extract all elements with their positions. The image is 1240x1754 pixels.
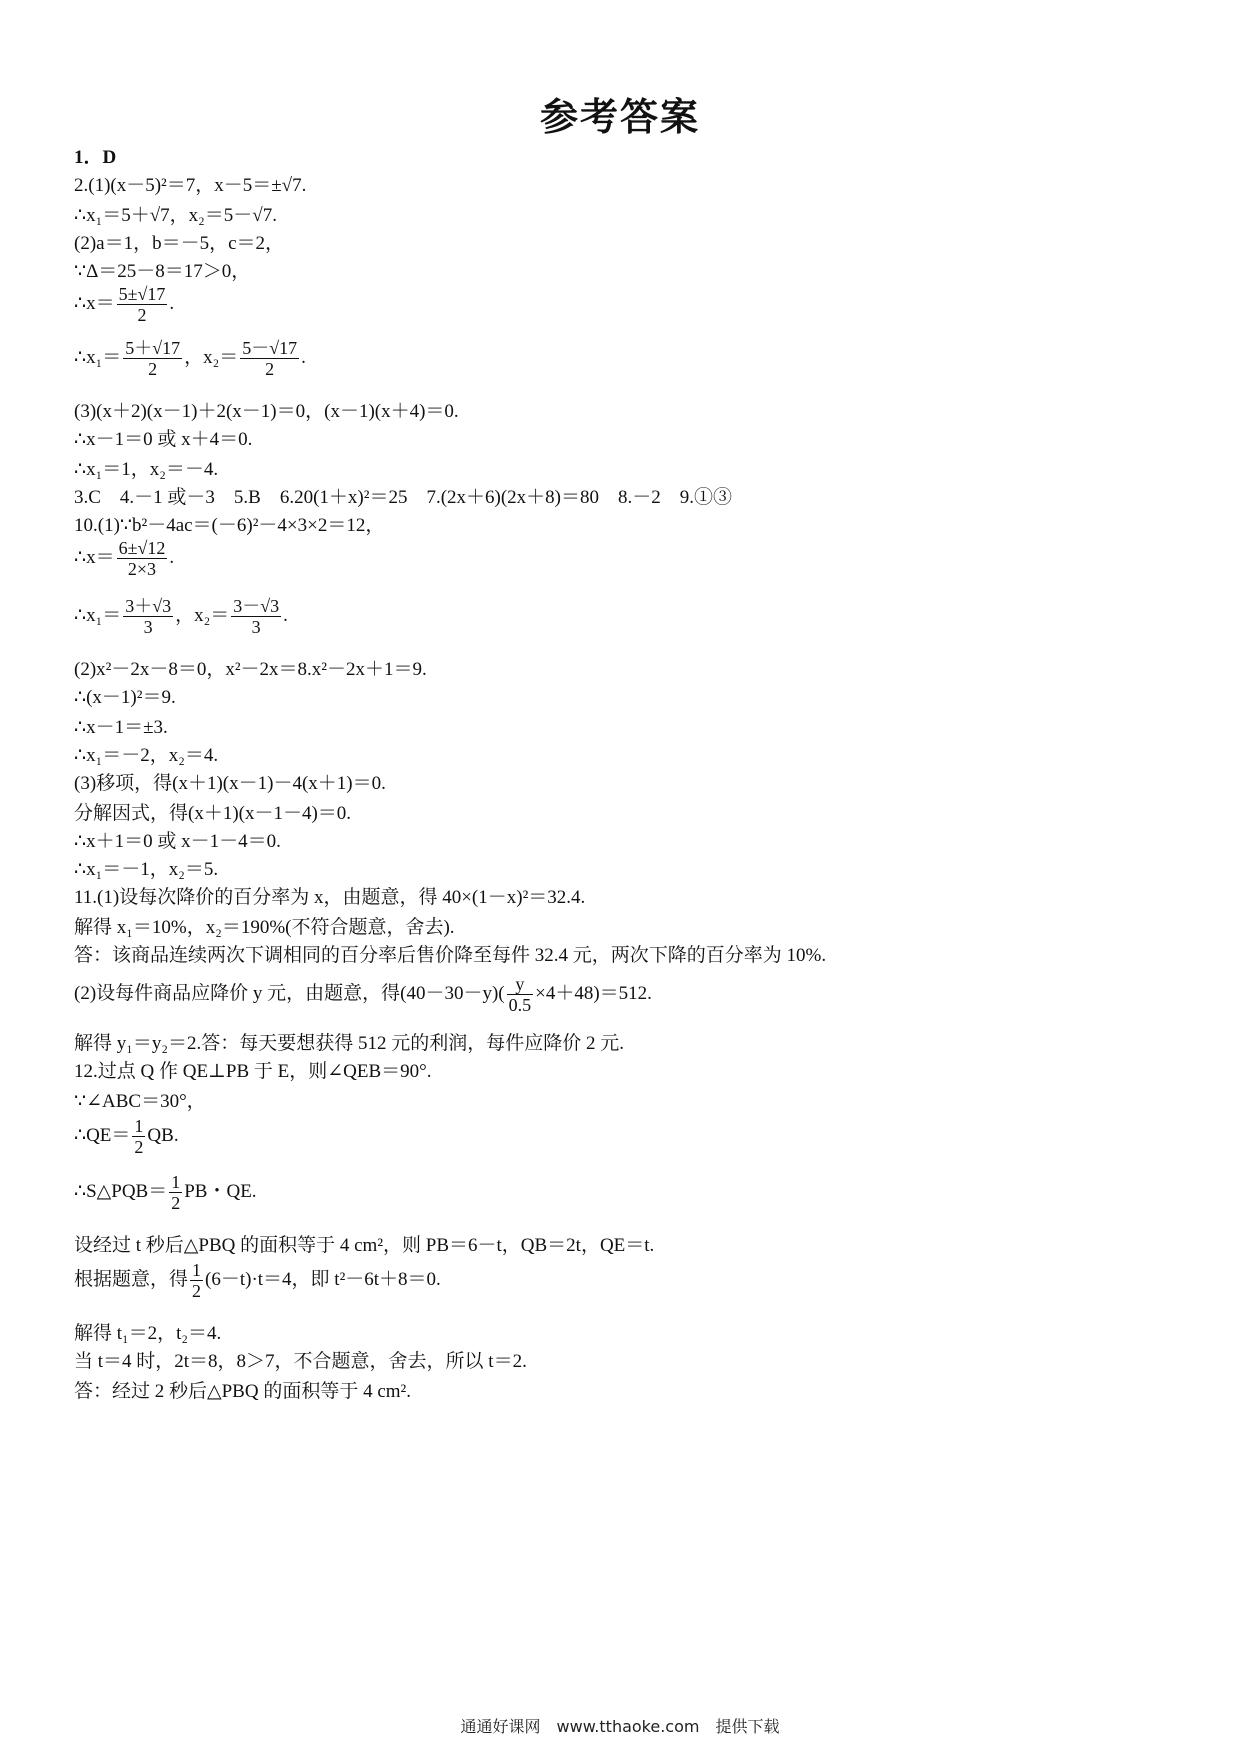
page-title: 参考答案 <box>539 95 700 139</box>
denominator: 0.5 <box>508 995 532 1015</box>
denominator: 2 <box>148 359 158 379</box>
answer-10-line-1: 10.(1)∵b²－4ac＝(－6)²－4×3×2＝12， <box>74 515 385 536</box>
answer-2-line-8: ∴x－1＝0 或 x＋4＝0. <box>74 429 253 450</box>
fraction <box>240 338 299 379</box>
formula-suffix: . <box>169 546 175 568</box>
answer-2-line-3: (2)a＝1，b＝－5，c＝2， <box>74 233 285 254</box>
numerator: 3＋√3 <box>125 596 172 616</box>
formula-suffix: . <box>301 346 306 368</box>
answer-11-line-2: 解得 x₁＝10%，x₂＝190%(不符合题意，舍去). <box>74 917 455 938</box>
formula-suffix: QB. <box>147 1124 179 1146</box>
answer-10-line-6: ∴x－1＝±3. <box>74 717 168 738</box>
answer-12-line-2: ∵∠ABC＝30°， <box>74 1091 206 1112</box>
answer-12-line-7: 解得 t₁＝2，t₂＝4. <box>74 1323 222 1344</box>
formula-suffix: (6－t)·t＝4，即 t²－6t＋8＝0. <box>205 1268 441 1290</box>
fraction <box>231 596 281 637</box>
fraction <box>507 974 534 1015</box>
answer-2-formula-x <box>74 284 174 325</box>
denominator: 2 <box>265 359 275 379</box>
answer-12-line-8: 当 t＝4 时，2t＝8，8＞7，不合题意，舍去，所以 t＝2. <box>74 1351 527 1372</box>
answer-2-line-4: ∵Δ＝25－8＝17＞0， <box>74 261 251 282</box>
answer-2-line-7: (3)(x＋2)(x－1)＋2(x－1)＝0，(x－1)(x＋4)＝0. <box>74 401 459 422</box>
denominator: 2 <box>137 305 147 325</box>
formula-suffix: . <box>283 604 288 626</box>
answer-11-line-1: 11.(1)设每次降价的百分率为 x，由题意，得 40×(1－x)²＝32.4. <box>74 887 586 908</box>
answer-10-formula-x <box>74 538 174 579</box>
answer-12-line-6 <box>74 1260 441 1301</box>
formula-suffix: . <box>169 292 175 314</box>
numerator: 5＋√17 <box>125 338 181 358</box>
fraction <box>190 1260 203 1301</box>
answer-11-line-3: 答：该商品连续两次下调相同的百分率后售价降至每件 32.4 元，两次下降的百分率为 10%. <box>74 945 827 966</box>
formula-prefix: ∴x＝ <box>74 546 115 568</box>
denominator: 2×3 <box>127 559 157 579</box>
formula-mid: ，x₂＝ <box>184 346 239 368</box>
answer-2-line-1: 2.(1)(x－5)²＝7，x－5＝±√7. <box>74 175 307 196</box>
formula-suffix: PB・QE. <box>184 1180 257 1202</box>
numerator: 1 <box>192 1260 202 1280</box>
answer-10-line-8: (3)移项，得(x＋1)(x－1)－4(x＋1)＝0. <box>74 773 386 794</box>
answer-10-line-7: ∴x₁＝－2，x₂＝4. <box>74 745 219 766</box>
answer-10-roots <box>74 596 288 637</box>
numerator: 6±√12 <box>118 538 166 558</box>
numerator: 1 <box>134 1116 144 1136</box>
fraction <box>132 1116 145 1157</box>
fraction <box>117 284 168 325</box>
fraction <box>123 596 173 637</box>
formula-suffix: ×4＋48)＝512. <box>535 982 652 1004</box>
denominator: 3 <box>143 617 153 637</box>
formula-prefix: (2)设每件商品应降价 y 元，由题意，得(40－30－y)( <box>74 982 505 1004</box>
answer-11-line-5: 解得 y₁＝y₂＝2.答：每天要想获得 512 元的利润，每件应降价 2 元. <box>74 1033 624 1054</box>
answer-10-line-10: ∴x＋1＝0 或 x－1－4＝0. <box>74 831 281 852</box>
footer-credit: 通通好课网 www.tthaoke.com 提供下载 <box>460 1717 780 1736</box>
answer-12-line-9: 答：经过 2 秒后△PBQ 的面积等于 4 cm². <box>74 1381 411 1402</box>
fraction <box>169 1172 182 1213</box>
answer-12-line-3 <box>74 1116 179 1157</box>
numerator: 5±√17 <box>118 284 166 304</box>
answer-10-line-4: (2)x²－2x－8＝0，x²－2x＝8.x²－2x＋1＝9. <box>74 659 427 680</box>
answer-10-line-5: ∴(x－1)²＝9. <box>74 687 176 708</box>
fraction <box>117 538 168 579</box>
numerator: y <box>507 974 534 995</box>
denominator: 2 <box>192 1281 202 1301</box>
formula-prefix: ∴S△PQB＝ <box>74 1180 168 1202</box>
formula-mid: ，x₂＝ <box>175 604 230 626</box>
fraction <box>123 338 182 379</box>
answer-2-line-9: ∴x₁＝1，x₂＝－4. <box>74 459 219 480</box>
numerator: 5－√17 <box>242 338 298 358</box>
answer-1: 1．D <box>74 147 117 168</box>
answer-12-line-4 <box>74 1172 257 1213</box>
answer-2-line-2: ∴x₁＝5＋√7，x₂＝5－√7. <box>74 205 277 226</box>
answer-10-line-9: 分解因式，得(x＋1)(x－1－4)＝0. <box>74 803 352 824</box>
formula-prefix: ∴x＝ <box>74 292 115 314</box>
numerator: 3－√3 <box>233 596 280 616</box>
formula-prefix: ∴x₁＝ <box>74 604 122 626</box>
answer-10-line-11: ∴x₁＝－1，x₂＝5. <box>74 859 219 880</box>
answer-2-roots <box>74 338 306 379</box>
denominator: 3 <box>251 617 261 637</box>
answer-12-line-5: 设经过 t 秒后△PBQ 的面积等于 4 cm²，则 PB＝6－t，QB＝2t，QE＝t. <box>74 1235 655 1256</box>
answer-11-line-4 <box>74 974 652 1015</box>
numerator: 1 <box>171 1172 181 1192</box>
formula-prefix: ∴QE＝ <box>74 1124 131 1146</box>
answers-3-to-9: 3.C 4.－1 或－3 5.B 6.20(1＋x)²＝25 7.(2x＋6)(2x＋8)＝80 8.－2 9.①③ <box>74 487 733 508</box>
formula-prefix: ∴x₁＝ <box>74 346 122 368</box>
denominator: 2 <box>171 1193 181 1213</box>
answer-12-line-1: 12.过点 Q 作 QE⊥PB 于 E，则∠QEB＝90°. <box>74 1061 432 1082</box>
denominator: 2 <box>134 1137 144 1157</box>
formula-prefix: 根据题意，得 <box>74 1268 189 1290</box>
